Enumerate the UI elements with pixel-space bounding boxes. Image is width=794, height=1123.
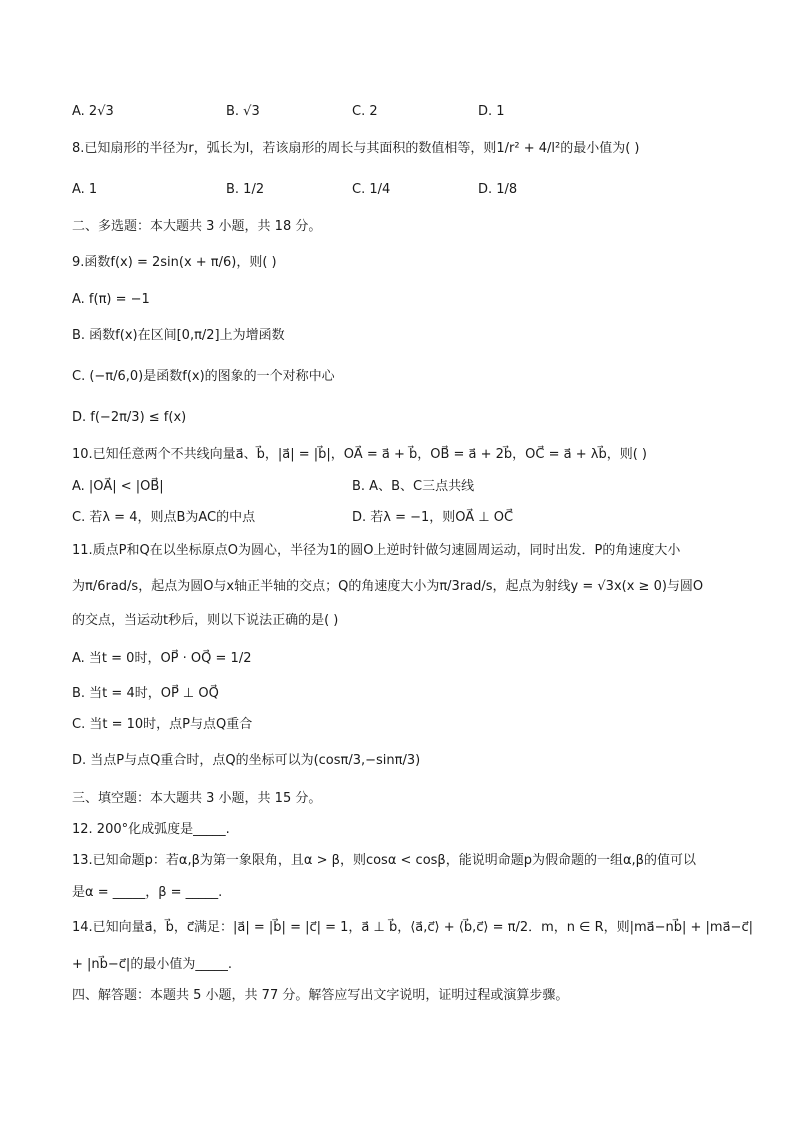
q14-stem-line1: 14.已知向量a⃗，b⃗，c⃗满足：|a⃗| = |b⃗| = |c⃗| = 1，a⃗ ⊥ b⃗，⟨a⃗,c⃗⟩ + ⟨b⃗,c⃗⟩ = π/2．m，n ∈ R，则|ma⃗−nb⃗| + |ma⃗−c⃗| [72, 920, 753, 935]
q14-stem-line2: + |nb⃗−c⃗|的最小值为_____. [72, 957, 232, 972]
q11-stem-line1: 11.质点P和Q在以坐标原点O为圆心，半径为1的圆O上逆时针做匀速圆周运动，同时出发．P的角速度大小 [72, 543, 681, 558]
q7-option-d: D. 1 [478, 104, 505, 119]
q10-option-a: A. |OA⃗| < |OB⃗| [72, 479, 164, 494]
q11-stem-line3: 的交点，当运动t秒后，则以下说法正确的是( ) [72, 613, 339, 628]
q10-option-c: C. 若λ = 4，则点B为AC的中点 [72, 510, 256, 525]
q9-option-d: D. f(−2π/3) ≤ f(x) [72, 410, 187, 425]
q11-option-d: D. 当点P与点Q重合时，点Q的坐标可以为(cosπ/3,−sinπ/3) [72, 753, 421, 768]
q9-option-c: C. (−π/6,0)是函数f(x)的图象的一个对称中心 [72, 369, 335, 384]
q8-option-d: D. 1/8 [478, 182, 518, 197]
q10-option-b: B. A、B、C三点共线 [352, 479, 475, 494]
q7-option-a: A. 2√3 [72, 104, 114, 119]
q7-option-c: C. 2 [352, 104, 378, 119]
q7-option-b: B. √3 [226, 104, 260, 119]
section-2-heading: 二、多选题：本大题共 3 小题，共 18 分。 [72, 219, 322, 234]
q11-option-b: B. 当t = 4时，OP⃗ ⊥ OQ⃗ [72, 686, 219, 701]
section-3-heading: 三、填空题：本大题共 3 小题，共 15 分。 [72, 791, 322, 806]
q8-option-b: B. 1/2 [226, 182, 265, 197]
q13-stem-line2: 是α = _____，β = _____. [72, 885, 223, 900]
q8-stem: 8.已知扇形的半径为r，弧长为l，若该扇形的周长与其面积的数值相等，则1/r² + 4/l²的最小值为( ) [72, 141, 640, 156]
q13-stem-line1: 13.已知命题p：若α,β为第一象限角，且α > β，则cosα < cosβ，能说明命题p为假命题的一组α,β的值可以 [72, 853, 696, 868]
q9-stem: 9.函数f(x) = 2sin(x + π/6)，则( ) [72, 255, 277, 270]
q11-option-c: C. 当t = 10时，点P与点Q重合 [72, 717, 253, 732]
q10-option-d: D. 若λ = −1，则OA⃗ ⊥ OC⃗ [352, 510, 514, 525]
q8-option-a: A. 1 [72, 182, 98, 197]
q9-option-b: B. 函数f(x)在区间[0,π/2]上为增函数 [72, 328, 285, 343]
q11-stem-line2: 为π/6rad/s，起点为圆O与x轴正半轴的交点；Q的角速度大小为π/3rad/s，起点为射线y = √3x(x ≥ 0)与圆O [72, 579, 704, 594]
q8-option-c: C. 1/4 [352, 182, 391, 197]
q11-option-a: A. 当t = 0时，OP⃗ · OQ⃗ = 1/2 [72, 651, 252, 666]
section-4-heading: 四、解答题：本题共 5 小题，共 77 分。解答应写出文字说明，证明过程或演算步骤。 [72, 988, 569, 1003]
q9-option-a: A. f(π) = −1 [72, 292, 150, 307]
q12-stem: 12. 200°化成弧度是_____. [72, 822, 230, 837]
q10-stem: 10.已知任意两个不共线向量a⃗、b⃗，|a⃗| = |b⃗|，OA⃗ = a⃗ + b⃗，OB⃗ = a⃗ + 2b⃗，OC⃗ = a⃗ + λb⃗，则( ) [72, 447, 647, 462]
